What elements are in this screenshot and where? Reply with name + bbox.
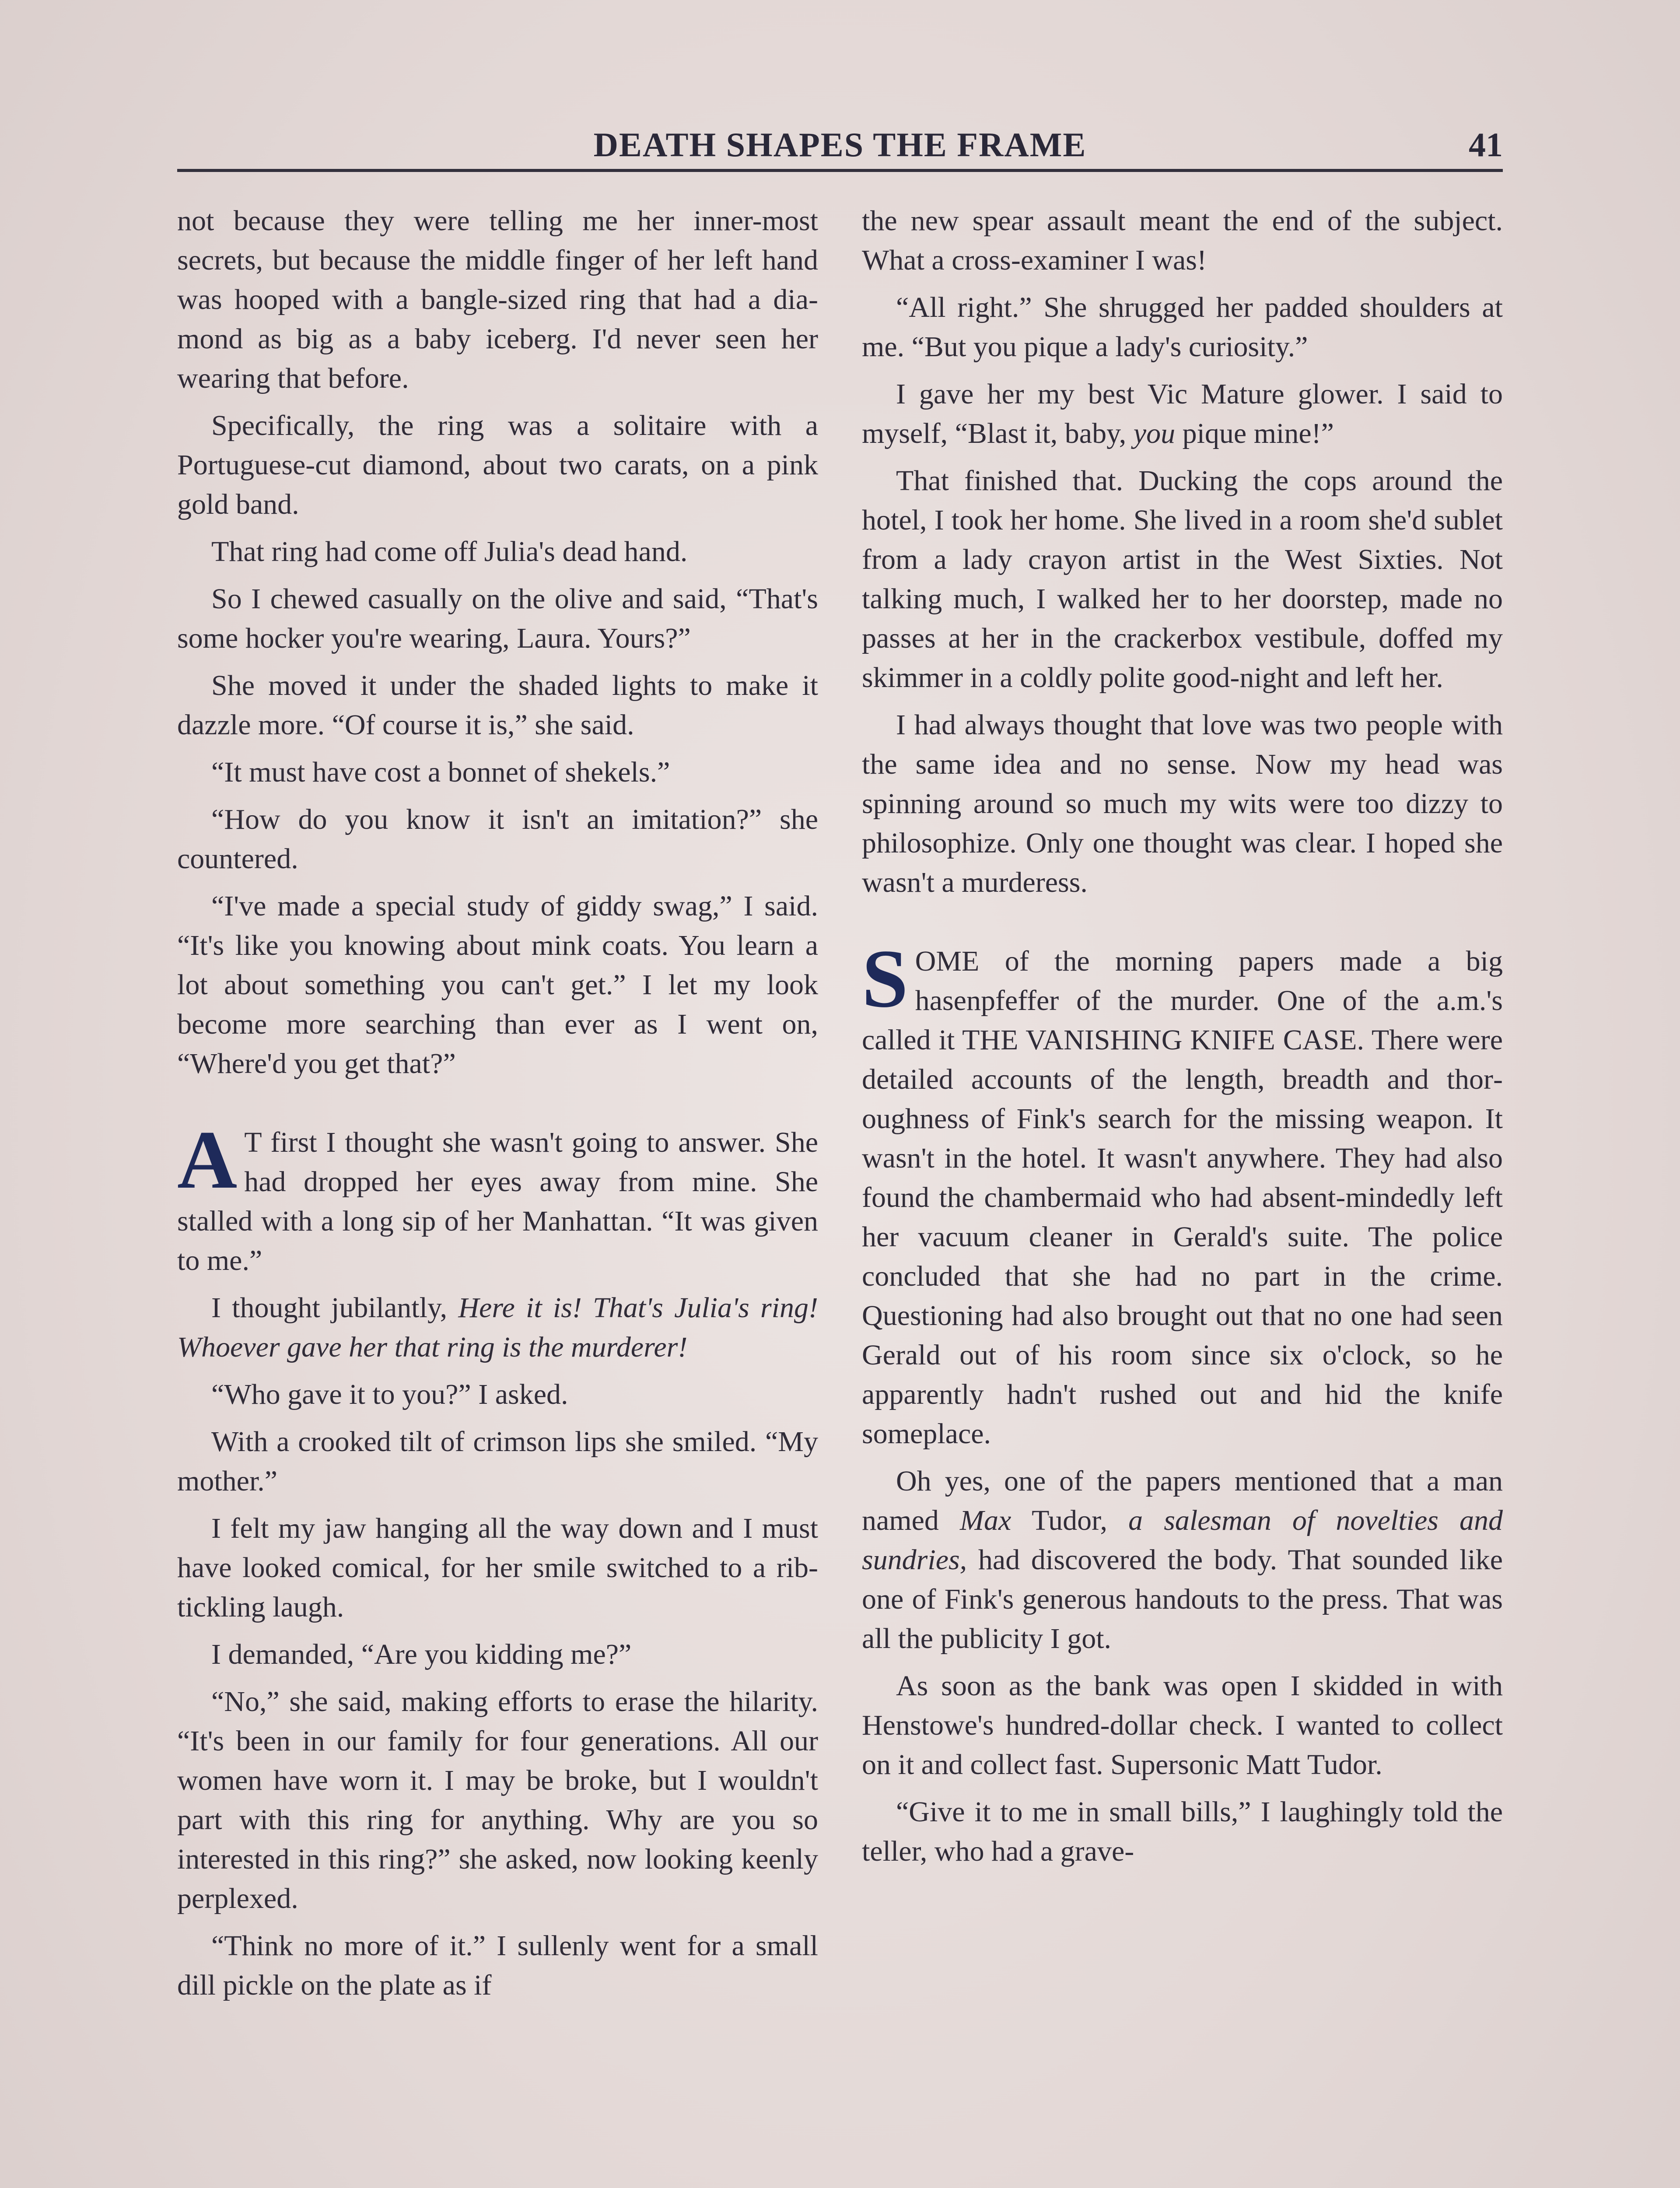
paragraph: I demanded, “Are you kidding me?” [211, 1638, 632, 1670]
running-title: DEATH SHAPES THE FRAME [593, 126, 1087, 164]
paragraph-text: T first I thought she wasn't going to answer. She had dropped her eyes away from mine. She stalled with a long sip of her Manhattan. “It was given to me.” [177, 1126, 818, 1276]
italic-text: Here it is! That's Julia's ring! Whoever gave her that ring is the murderer! [177, 1292, 818, 1363]
paragraph [177, 1288, 818, 1367]
paragraph: not because they were telling me her inner-most secrets, but because the middle finger of her left hand was hooped with a bangle-sized ring that had a diamond as big as a baby iceberg. I'd never seen her wearing that before. [177, 205, 818, 394]
paragraph: “Who gave it to you?” I asked. [211, 1378, 568, 1410]
section-paragraph [862, 933, 1503, 1454]
paragraph [862, 375, 1503, 453]
paragraph-text: I thought jubilantly, [211, 1292, 458, 1324]
paragraph-text: had discovered the body. That sounded like one of Fink's generous handouts to the press. That was all the publicity I got. [862, 1544, 1503, 1655]
paragraph: She moved it under the shaded lights to make it dazzle more. “Of course it is,” she said. [177, 670, 818, 741]
paragraph: “All right.” She shrugged her padded shoulders at me. “But you pique a lady's curiosity.” [862, 291, 1503, 363]
paragraph: I felt my jaw hanging all the way down and I must have looked comical, for her smile switched to a rib-tickling laugh. [177, 1512, 818, 1623]
paragraph: “I've made a special study of giddy swag,” I said. “It's like you knowing about mink coats. You learn a lot about something you can't get.” I let my look become more searching than ever as I went on, “Where'd you get that?” [177, 890, 818, 1080]
paragraph: So I chewed casually on the olive and said, “That's some hocker you're wearing, Laura. Yours?” [177, 583, 818, 654]
italic-text: a salesman of novelties and sundries, [862, 1504, 1503, 1576]
paragraph-text: OME of the morning papers made a big hasenpfeffer of the murder. One of the a.m.'s called it THE VANISHING KNIFE CASE. There were detailed accounts of the length, breadth and thoroughness of Fink's search for the missing weapon. It wasn't in the hotel. It wasn't anywhere. They had also found the chambermaid who had absent-mindedly left her vacuum cleaner in Gerald's suite. The police concluded that she had no part in the crime. Questioning had also brought out that no one had seen Gerald out of his room since six o'clock, so he apparently hadn't rushed out and hid the knife someplace. [862, 945, 1503, 1450]
paragraph-text: Tudor, [1011, 1504, 1129, 1536]
paragraph-text: Oh yes, one of the papers mentioned that a man named [862, 1465, 1503, 1536]
page-number: 41 [1469, 126, 1503, 164]
section-paragraph [177, 1114, 818, 1280]
left-column [177, 201, 818, 2013]
paragraph: Specifically, the ring was a solitaire with a Portuguese-cut diamond, about two carats, on a pink gold band. [177, 410, 818, 520]
paragraph: That finished that. Ducking the cops around the hotel, I took her home. She lived in a room she'd sublet from a lady crayon artist in the West Sixties. Not talking much, I walked her to her doorstep, made no passes at her in the crackerbox vestibule, doffed my skimmer in a coldly polite good-night and left her. [862, 465, 1503, 694]
paragraph-text: I gave her my best Vic Mature glower. I said to myself, “Blast it, baby, [862, 378, 1503, 449]
paragraph: “No,” she said, making efforts to erase the hilarity. “It's been in our family for four generations. All our women have worn it. I may be broke, but I wouldn't part with this ring for anything. Why are you so interested in this ring?” she asked, now looking keenly perplexed. [177, 1686, 818, 1914]
paragraph: “How do you know it isn't an imitation?” she countered. [177, 803, 818, 875]
paragraph: I had always thought that love was two people with the same idea and no sense. Now my head was spinning around so much my wits were too dizzy to philosophize. Only one thought was clear. I hoped she wasn't a murderess. [862, 709, 1503, 898]
paragraph: “Give it to me in small bills,” I laughingly told the teller, who had a grave- [862, 1796, 1503, 1867]
paragraph: That ring had come off Julia's dead hand. [211, 536, 688, 568]
page-header [177, 125, 1503, 169]
header-rule [177, 169, 1503, 172]
paragraph [862, 1462, 1503, 1659]
italic-text: you [1133, 417, 1176, 449]
paragraph: “It must have cost a bonnet of shekels.” [211, 756, 670, 788]
paragraph: “Think no more of it.” I sullenly went for a small dill pickle on the plate as if [177, 1930, 818, 2001]
drop-cap: A [177, 1114, 238, 1206]
paragraph: As soon as the bank was open I skidded in with Henstowe's hundred-dollar check. I wanted to collect on it and collect fast. Supersonic Matt Tudor. [862, 1670, 1503, 1781]
drop-cap: S [862, 933, 908, 1025]
paragraph: the new spear assault meant the end of the subject. What a cross-examiner I was! [862, 205, 1503, 276]
paragraph-text: pique mine!” [1175, 417, 1334, 449]
italic-text: Max [960, 1504, 1012, 1536]
right-column [862, 201, 1503, 1879]
paragraph: With a crooked tilt of crimson lips she smiled. “My mother.” [177, 1426, 818, 1497]
